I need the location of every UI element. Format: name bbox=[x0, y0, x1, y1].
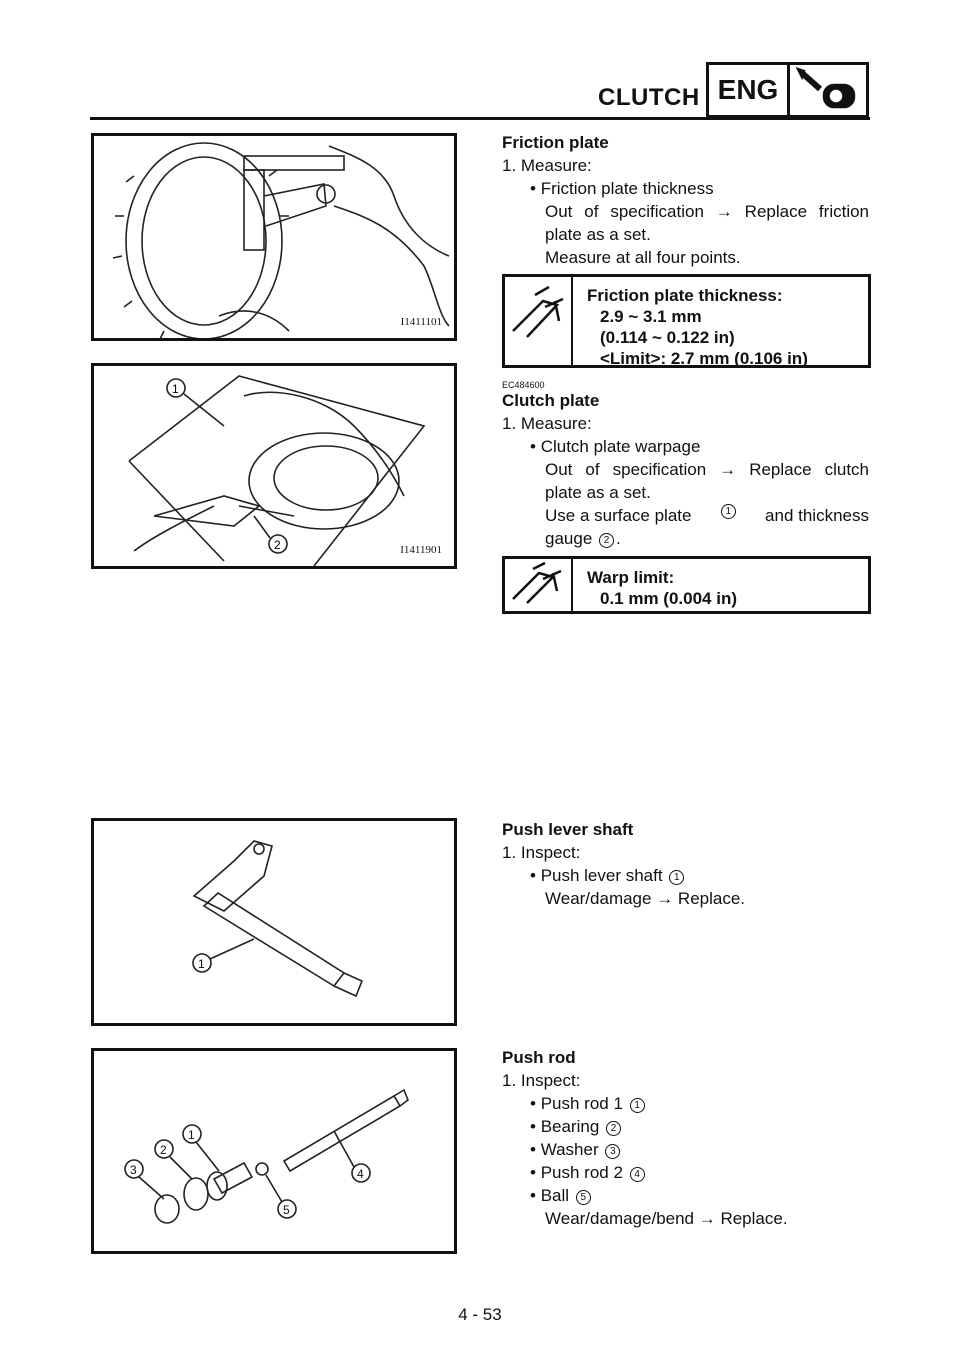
pushrod-step: 1. Inspect: bbox=[502, 1071, 581, 1090]
eng-badge: ENG bbox=[706, 62, 790, 118]
caliper-icon bbox=[505, 277, 573, 365]
pushrod-line: Wear/damage/bend → Replace. bbox=[545, 1209, 788, 1228]
pushlever-line: Wear/damage → Replace. bbox=[545, 889, 746, 908]
friction-line2: plate as a set. bbox=[545, 225, 651, 244]
ref-2: 2 bbox=[599, 533, 614, 548]
figure-code: I1411901 bbox=[400, 544, 442, 556]
friction-line3: Measure at all four points. bbox=[545, 248, 741, 267]
figure-push-rod bbox=[91, 1048, 457, 1254]
callout-3: 3 bbox=[130, 1163, 137, 1177]
figure-code: I1411101 bbox=[400, 316, 442, 328]
spec-value-in: (0.114 ~ 0.122 in) bbox=[600, 328, 735, 347]
friction-bullet: • Friction plate thickness bbox=[530, 179, 714, 198]
pushlever-bullet: • Push lever shaft 1 bbox=[530, 864, 686, 887]
clutch-bullet: • Clutch plate warpage bbox=[530, 437, 701, 456]
figure-friction-plate bbox=[91, 133, 457, 341]
friction-spec-box bbox=[502, 274, 871, 368]
callout-4: 4 bbox=[357, 1167, 364, 1181]
spec-limit: <Limit>: 2.7 mm (0.106 in) bbox=[600, 349, 808, 368]
page-number: 4 - 53 bbox=[458, 1305, 502, 1324]
callout-2: 2 bbox=[160, 1143, 167, 1157]
pushlever-title: Push lever shaft bbox=[502, 820, 634, 839]
spec-value: 0.1 mm (0.004 in) bbox=[600, 589, 738, 608]
pushrod-item: • Washer 3 bbox=[530, 1138, 622, 1161]
callout-1: 1 bbox=[172, 382, 179, 396]
pushrod-item: • Ball 5 bbox=[530, 1184, 593, 1207]
pushrod-item: • Push rod 1 1 bbox=[530, 1092, 647, 1115]
spec-label: Warp limit: bbox=[587, 568, 675, 587]
clutch-line2: plate as a set. bbox=[545, 483, 651, 502]
clutch-title: Clutch plate bbox=[502, 391, 600, 410]
warp-spec-box bbox=[502, 556, 871, 614]
callout-2: 2 bbox=[274, 538, 281, 552]
clutch-line4: gauge 2 . bbox=[545, 529, 621, 548]
friction-title: Friction plate bbox=[502, 133, 609, 152]
callout-5: 5 bbox=[283, 1203, 290, 1217]
pushlever-step: 1. Inspect: bbox=[502, 843, 581, 862]
friction-line1: Out of specification → Replace friction bbox=[545, 202, 869, 221]
clutch-step: 1. Measure: bbox=[502, 414, 592, 433]
wrench-engine-icon bbox=[787, 62, 869, 118]
spec-value: 2.9 ~ 3.1 mm bbox=[600, 307, 702, 326]
spec-label: Friction plate thickness: bbox=[587, 286, 783, 305]
callout-1: 1 bbox=[188, 1128, 195, 1142]
friction-step: 1. Measure: bbox=[502, 156, 592, 175]
pushrod-item: • Bearing 2 bbox=[530, 1115, 623, 1138]
figure-push-lever-shaft bbox=[91, 818, 457, 1026]
ref-1: 1 bbox=[669, 870, 684, 885]
section-title: CLUTCH bbox=[598, 84, 700, 111]
clutch-line1: Out of specification → Replace clutch bbox=[545, 460, 869, 479]
pushrod-title: Push rod bbox=[502, 1048, 576, 1067]
callout-1: 1 bbox=[198, 957, 205, 971]
clutch-code: EC484600 bbox=[502, 380, 545, 390]
caliper-icon bbox=[505, 559, 573, 611]
pushrod-item: • Push rod 2 4 bbox=[530, 1161, 647, 1184]
clutch-line3: Use a surface plate 1 and thickness bbox=[545, 506, 869, 525]
figure-clutch-plate bbox=[91, 363, 457, 569]
ref-1: 1 bbox=[721, 504, 736, 519]
